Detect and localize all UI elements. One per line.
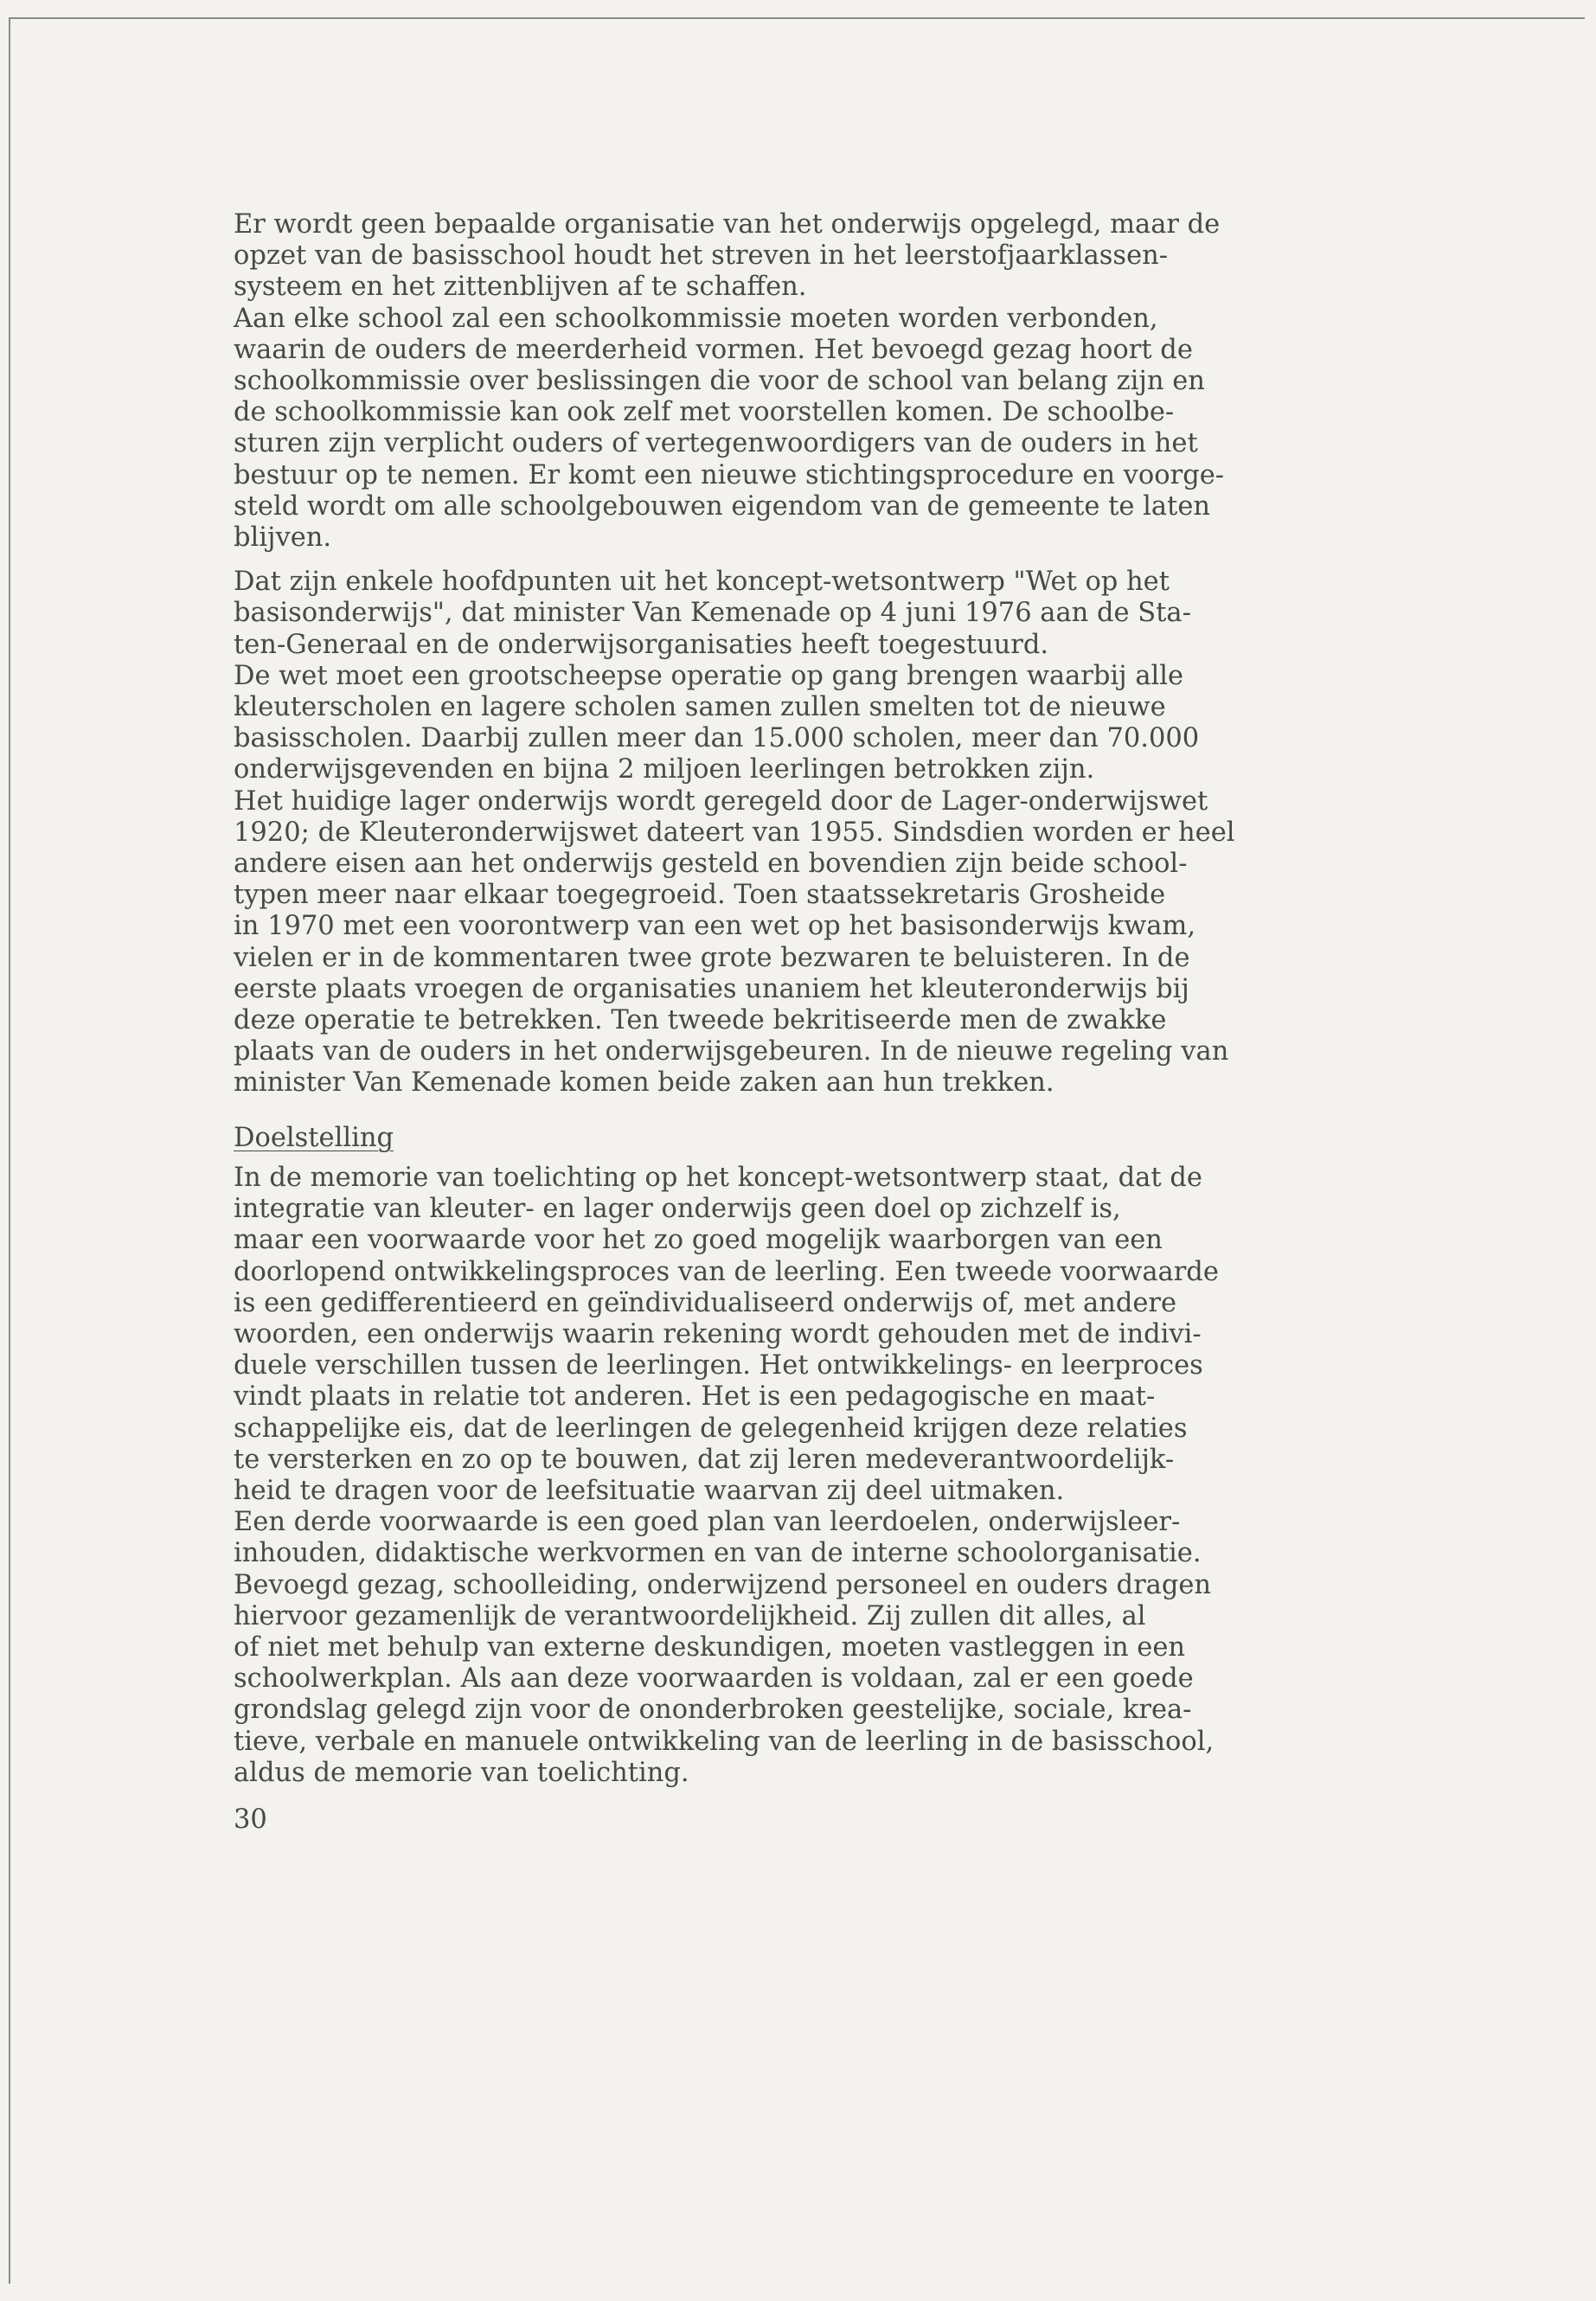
text-line: woorden, een onderwijs waarin rekening wordt gehouden met de indivi- (234, 1318, 1202, 1349)
history-section (234, 567, 1410, 1099)
text-line: tieve, verbale en manuele ontwikkeling van de leerling in de basisschool, (234, 1726, 1215, 1757)
text-line: opzet van de basisschool houdt het streven in het leerstofjaarklassen- (234, 240, 1169, 272)
text-line: steld wordt om alle schoolgebouwen eigendom van de gemeente te laten (234, 490, 1211, 522)
text-line: inhouden, didaktische werkvormen en van de interne schoolorganisatie. (234, 1538, 1202, 1569)
goal-section (234, 1163, 1410, 1789)
text-line: Aan elke school zal een schoolkommissie moeten worden verbonden, (234, 303, 1158, 334)
text-line: onderwijsgevenden en bijna 2 miljoen leerlingen betrokken zijn. (234, 754, 1095, 785)
paragraph (234, 1570, 1410, 1789)
text-line: is een gedifferentieerd en geïndividualiseerd onderwijs of, met andere (234, 1287, 1177, 1318)
text-line: systeem en het zittenblijven af te schaffen. (234, 272, 807, 303)
intro-section (234, 209, 1410, 554)
text-line: Bevoegd gezag, schoolleiding, onderwijzend personeel en ouders dragen (234, 1569, 1212, 1600)
text-line: aldus de memorie van toelichting. (234, 1757, 689, 1788)
text-line: vielen er in de kommentaren twee grote bezwaren te beluisteren. In de (234, 942, 1190, 973)
text-line: In de memorie van toelichting op het koncept-wetsontwerp staat, dat de (234, 1162, 1202, 1193)
text-line: deze operatie te betrekken. Ten tweede bekritiseerde men de zwakke (234, 1005, 1167, 1036)
text-line: 1920; de Kleuteronderwijswet dateert van 1955. Sindsdien worden er heel (234, 817, 1235, 848)
text-line: plaats van de ouders in het onderwijsgebeuren. In de nieuwe regeling van (234, 1036, 1229, 1067)
text-line: Dat zijn enkele hoofdpunten uit het koncept-wetsontwerp "Wet op het (234, 567, 1170, 598)
heading-gap (234, 1154, 1410, 1163)
text-line: heid te dragen voor de leefsituatie waarvan zij deel uitmaken. (234, 1475, 1065, 1506)
text-line: duele verschillen tussen de leerlingen. Het ontwikkelings- en leerproces (234, 1350, 1203, 1381)
text-line: doorlopend ontwikkelingsproces van de leerling. Een tweede voorwaarde (234, 1256, 1219, 1287)
text-line: blijven. (234, 522, 332, 554)
paragraph (234, 1507, 1410, 1569)
text-line: Het huidige lager onderwijs wordt geregeld door de Lager-onderwijswet (234, 785, 1208, 817)
text-line: schoolwerkplan. Als aan deze voorwaarden is voldaan, zal er een goede (234, 1663, 1194, 1695)
paragraph (234, 661, 1410, 786)
text-line: bestuur op te nemen. Er komt een nieuwe stichtingsprocedure en voorge- (234, 459, 1225, 490)
text-line: eerste plaats vroegen de organisaties unaniem het kleuteronderwijs bij (234, 973, 1189, 1004)
text-line: basisonderwijs", dat minister Van Kemenade op 4 juni 1976 aan de Sta- (234, 598, 1191, 629)
paragraph (234, 209, 1410, 304)
text-line: ten-Generaal en de onderwijsorganisaties heeft toegestuurd. (234, 629, 1049, 660)
text-line: waarin de ouders de meerderheid vormen. Het bevoegd gezag hoort de (234, 334, 1193, 365)
section-gap (234, 554, 1410, 567)
text-line: schappelijke eis, dat de leerlingen de gelegenheid krijgen deze relaties (234, 1413, 1188, 1444)
text-line: Er wordt geen bepaalde organisatie van het onderwijs opgelegd, maar de (234, 209, 1221, 240)
text-line: in 1970 met een voorontwerp van een wet op het basisonderwijs kwam, (234, 911, 1196, 942)
paragraph (234, 1163, 1410, 1507)
text-line: hiervoor gezamenlijk de verantwoordelijkheid. Zij zullen dit alles, al (234, 1600, 1146, 1631)
text-line: minister Van Kemenade komen beide zaken aan hun trekken. (234, 1067, 1054, 1099)
text-line: De wet moet een grootscheepse operatie op gang brengen waarbij alle (234, 660, 1184, 691)
text-line: basisscholen. Daarbij zullen meer dan 15.000 scholen, meer dan 70.000 (234, 723, 1200, 754)
paragraph (234, 567, 1410, 661)
paragraph (234, 786, 1410, 1099)
text-line: maar een voorwaarde voor het zo goed mogelijk waarborgen van een (234, 1225, 1163, 1256)
text-line: de schoolkommissie kan ook zelf met voorstellen komen. De schoolbe- (234, 397, 1175, 428)
document-body (234, 209, 1410, 1836)
text-line: typen meer naar elkaar toegegroeid. Toen staatssekretaris Grosheide (234, 880, 1166, 911)
section-heading: Doelstelling (234, 1122, 394, 1153)
paragraph (234, 304, 1410, 554)
text-line: andere eisen aan het onderwijs gesteld en bovendien zijn beide school- (234, 849, 1188, 880)
text-line: vindt plaats in relatie tot anderen. Het is een pedagogische en maat- (234, 1381, 1156, 1413)
text-line: of niet met behulp van externe deskundigen, moeten vastleggen in een (234, 1631, 1186, 1663)
page-number: 30 (234, 1804, 267, 1835)
text-line: kleuterscholen en lagere scholen samen zullen smelten tot de nieuwe (234, 692, 1166, 723)
text-line: grondslag gelegd zijn voor de ononderbroken geestelijke, sociale, krea- (234, 1695, 1192, 1726)
text-line: te versterken en zo op te bouwen, dat zij leren medeverantwoordelijk- (234, 1444, 1175, 1475)
scan-edge (0, 0, 9, 2301)
section-gap (234, 1099, 1410, 1123)
text-line: sturen zijn verplicht ouders of vertegenwoordigers van de ouders in het (234, 428, 1198, 459)
text-line: integratie van kleuter- en lager onderwijs geen doel op zichzelf is, (234, 1194, 1121, 1225)
text-line: schoolkommissie over beslissingen die voor de school van belang zijn en (234, 366, 1205, 397)
text-line: Een derde voorwaarde is een goed plan van leerdoelen, onderwijsleer- (234, 1507, 1181, 1538)
